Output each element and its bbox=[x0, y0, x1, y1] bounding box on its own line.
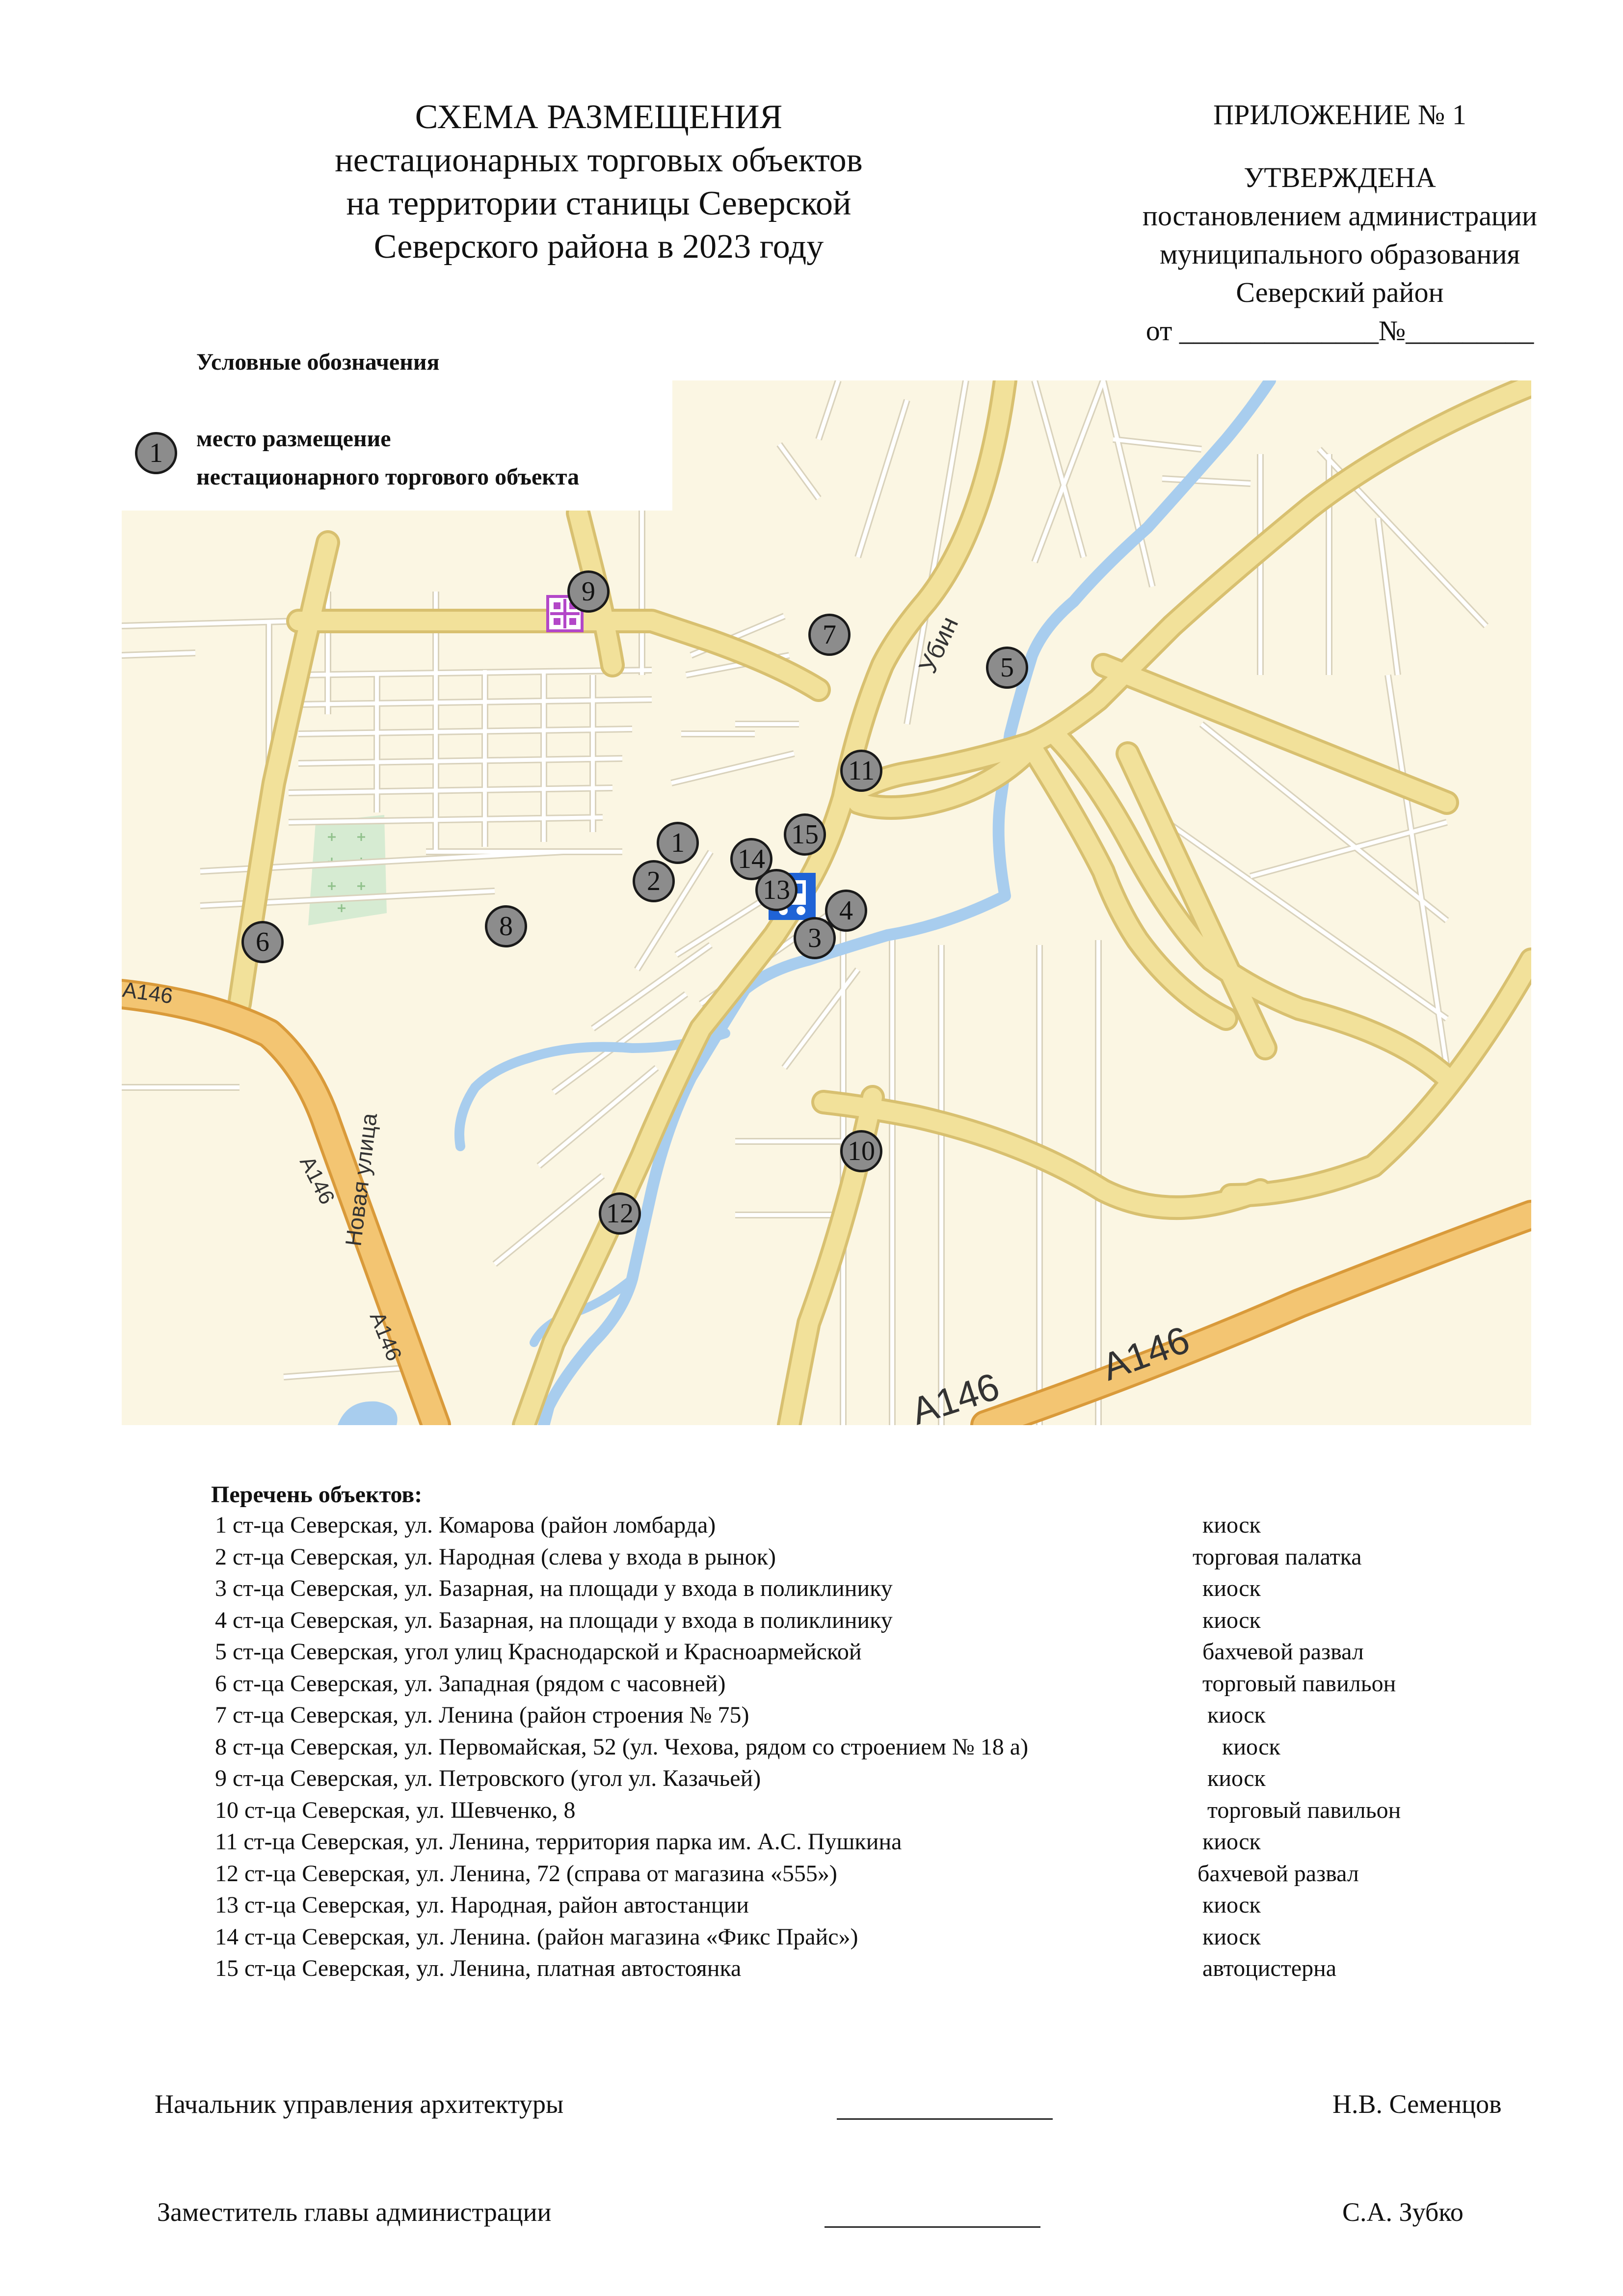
list-item-text: 2 ст-ца Северская, ул. Народная (слева у входа в рынок) bbox=[215, 1543, 776, 1570]
highway-label-bottom: А146 bbox=[906, 1364, 1005, 1425]
signature-line-1 bbox=[837, 2118, 1053, 2120]
marker-8[interactable]: 8 bbox=[485, 905, 527, 947]
list-item bbox=[211, 1573, 1536, 1605]
marker-10[interactable]: 10 bbox=[840, 1130, 882, 1172]
list-item-type: киоск bbox=[1222, 1733, 1280, 1760]
signature-position-2: Заместитель главы администрации bbox=[157, 2197, 552, 2227]
list-item-type: киоск bbox=[1207, 1702, 1266, 1728]
title-line-4: Северского района в 2023 году bbox=[373, 228, 824, 266]
list-item-type: бахчевой развал bbox=[1197, 1860, 1359, 1887]
list-item bbox=[211, 1605, 1536, 1637]
list-item-type: киоск bbox=[1202, 1575, 1261, 1601]
list-item-type: киоск bbox=[1202, 1923, 1261, 1950]
marker-6[interactable]: 6 bbox=[241, 921, 284, 963]
title-line-2: нестационарных торговых объектов bbox=[335, 141, 863, 179]
legend-marker-sample: 1 bbox=[135, 432, 177, 474]
signature-name-2: С.А. Зубко bbox=[1342, 2197, 1463, 2227]
marker-1[interactable]: 1 bbox=[657, 822, 699, 864]
list-item-type: киоск bbox=[1207, 1765, 1266, 1791]
street-label-new: Новая улица bbox=[340, 1111, 382, 1248]
legend-line-1: место размещение bbox=[196, 426, 391, 452]
list-item bbox=[211, 1731, 1536, 1763]
title-line-3: на территории станицы Северской bbox=[346, 185, 851, 222]
list-item bbox=[211, 1921, 1536, 1953]
list-item-type: киоск bbox=[1202, 1829, 1261, 1855]
list-item-text: 6 ст-ца Северская, ул. Западная (рядом с часовней) bbox=[215, 1670, 726, 1697]
marker-14[interactable]: 14 bbox=[730, 838, 772, 880]
highway-label-left-mid: А146 bbox=[295, 1152, 340, 1209]
list-item-text: 13 ст-ца Северская, ул. Народная, район автостанции bbox=[215, 1892, 749, 1918]
list-item bbox=[211, 1668, 1536, 1700]
list-item bbox=[211, 1763, 1536, 1795]
list-item-text: 3 ст-ца Северская, ул. Базарная, на площади у входа в поликлинику bbox=[215, 1575, 893, 1601]
list-item-type: торговая палатка bbox=[1193, 1543, 1362, 1570]
objects-list bbox=[211, 1480, 1536, 1985]
list-item-text: 8 ст-ца Северская, ул. Первомайская, 52 (ул. Чехова, рядом со строением № 18 а) bbox=[215, 1733, 1029, 1760]
highway-label-left-top: А146 bbox=[122, 977, 175, 1009]
marker-13[interactable]: 13 bbox=[755, 869, 798, 911]
map[interactable] bbox=[122, 380, 1531, 1425]
document-title bbox=[206, 96, 991, 269]
signature-name-1: Н.В. Семенцов bbox=[1332, 2089, 1502, 2119]
list-item bbox=[211, 1795, 1536, 1827]
list-item bbox=[211, 1858, 1536, 1890]
approved-label: УТВЕРЖДЕНА bbox=[1244, 162, 1436, 193]
marker-11[interactable]: 11 bbox=[840, 750, 882, 792]
list-item-type: торговый павильон bbox=[1207, 1797, 1401, 1823]
list-item-type: киоск bbox=[1202, 1512, 1261, 1538]
list-item bbox=[211, 1826, 1536, 1858]
list-item bbox=[211, 1510, 1536, 1541]
list-item-type: киоск bbox=[1202, 1892, 1261, 1918]
highway-label-left-low: А146 bbox=[365, 1308, 406, 1365]
approval-date-number: от ______________№_________ bbox=[1145, 315, 1534, 347]
legend-line-2: нестационарного торгового объекта bbox=[196, 464, 580, 490]
list-item-text: 14 ст-ца Северская, ул. Ленина. (район магазина «Фикс Прайс») bbox=[215, 1923, 858, 1950]
list-item-text: 9 ст-ца Северская, ул. Петровского (угол ул. Казачьей) bbox=[215, 1765, 761, 1791]
approval-stamp bbox=[1070, 96, 1610, 350]
highway-label-right: А146 bbox=[1096, 1317, 1195, 1389]
marker-9[interactable]: 9 bbox=[567, 570, 610, 613]
marker-4[interactable]: 4 bbox=[825, 890, 867, 932]
list-item-type: киоск bbox=[1202, 1607, 1261, 1633]
marker-12[interactable]: 12 bbox=[599, 1192, 641, 1235]
list-item-text: 10 ст-ца Северская, ул. Шевченко, 8 bbox=[215, 1797, 576, 1823]
list-item bbox=[211, 1700, 1536, 1731]
marker-7[interactable]: 7 bbox=[808, 614, 851, 656]
list-item-type: торговый павильон bbox=[1202, 1670, 1396, 1697]
approval-line-2: муниципального образования bbox=[1159, 238, 1520, 270]
list-item bbox=[211, 1890, 1536, 1921]
list-item-text: 11 ст-ца Северская, ул. Ленина, территория парка им. А.С. Пушкина bbox=[215, 1829, 902, 1855]
marker-5[interactable]: 5 bbox=[986, 647, 1028, 689]
marker-3[interactable]: 3 bbox=[794, 917, 836, 959]
list-item-text: 5 ст-ца Северская, угол улиц Краснодарской и Красноармейской bbox=[215, 1639, 862, 1665]
list-item-type: автоцистерна bbox=[1202, 1955, 1337, 1981]
list-item bbox=[211, 1953, 1536, 1985]
marker-2[interactable]: 2 bbox=[633, 860, 675, 902]
objects-list-title: Перечень объектов: bbox=[211, 1482, 423, 1508]
list-item bbox=[211, 1636, 1536, 1668]
signature-line-2 bbox=[825, 2226, 1040, 2228]
legend-description bbox=[196, 420, 579, 496]
appendix-label: ПРИЛОЖЕНИЕ № 1 bbox=[1213, 99, 1466, 131]
list-item-text: 12 ст-ца Северская, ул. Ленина, 72 (справа от магазина «555») bbox=[215, 1860, 837, 1887]
legend-title: Условные обозначения bbox=[196, 349, 440, 375]
signature-position-1: Начальник управления архитектуры bbox=[155, 2089, 564, 2119]
list-item bbox=[211, 1541, 1536, 1573]
list-item-text: 7 ст-ца Северская, ул. Ленина (район строения № 75) bbox=[215, 1702, 749, 1728]
title-line-1: СХЕМА РАЗМЕЩЕНИЯ bbox=[415, 98, 783, 136]
map-legend bbox=[0, 334, 672, 511]
list-item-text: 15 ст-ца Северская, ул. Ленина, платная автостоянка bbox=[215, 1955, 742, 1981]
list-item-type: бахчевой развал bbox=[1202, 1639, 1364, 1665]
marker-15[interactable]: 15 bbox=[784, 813, 826, 856]
legend-marker bbox=[135, 432, 177, 474]
park-area bbox=[308, 815, 387, 925]
list-item-text: 1 ст-ца Северская, ул. Комарова (район ломбарда) bbox=[215, 1512, 716, 1538]
river-label: Убин bbox=[913, 612, 964, 678]
approval-line-1: постановлением администрации bbox=[1142, 200, 1538, 232]
list-item-text: 4 ст-ца Северская, ул. Базарная, на площади у входа в поликлинику bbox=[215, 1607, 893, 1633]
approval-line-3: Северский район bbox=[1236, 276, 1444, 308]
